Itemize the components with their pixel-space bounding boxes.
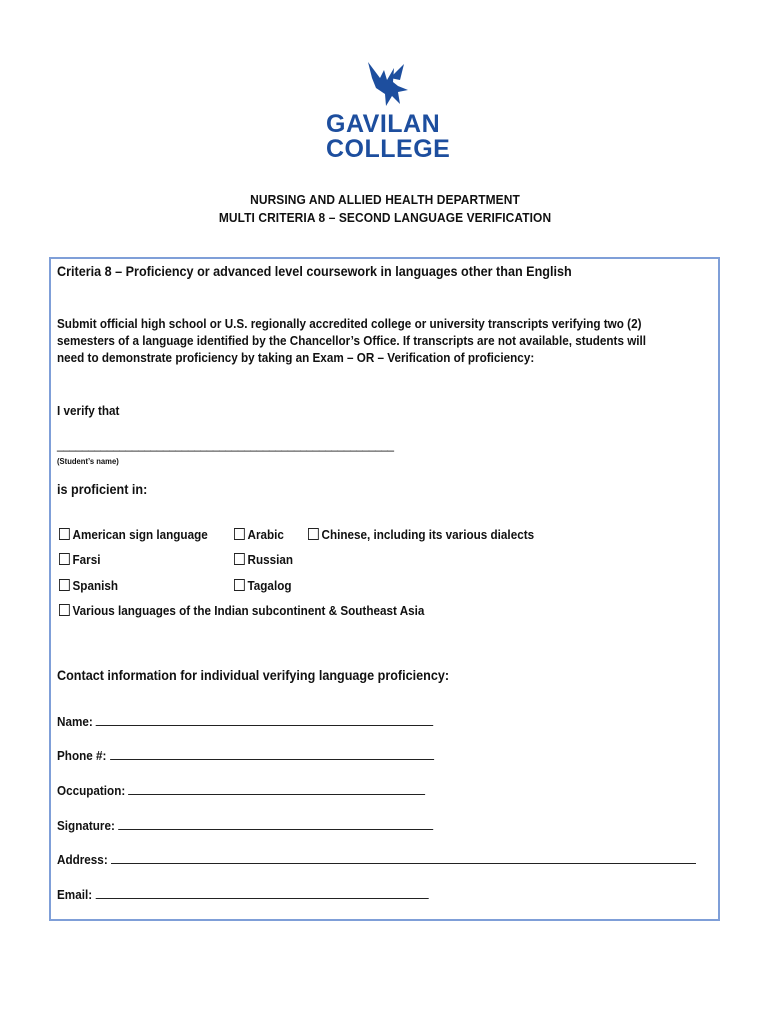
occupation-label: Occupation:	[57, 783, 126, 798]
option-chinese[interactable]	[308, 527, 534, 542]
option-label: American sign language	[72, 527, 208, 542]
signature-field[interactable]	[57, 817, 433, 834]
checkbox[interactable]	[308, 528, 319, 540]
option-american-sign-language[interactable]	[59, 527, 208, 542]
option-farsi[interactable]	[59, 552, 100, 567]
student-name-caption: (Student’s name)	[57, 456, 119, 466]
phone-field[interactable]	[57, 747, 434, 764]
checkbox[interactable]	[59, 553, 70, 565]
contact-title: Contact information for individual verifying language proficiency:	[57, 667, 450, 683]
form-title: MULTI CRITERIA 8 – SECOND LANGUAGE VERIFICATION	[218, 210, 552, 225]
phone-input-line[interactable]	[110, 748, 434, 760]
checkbox[interactable]	[59, 604, 70, 616]
email-label: Email:	[57, 887, 93, 902]
department-heading: NURSING AND ALLIED HEALTH DEPARTMENT	[250, 192, 520, 207]
email-field[interactable]	[57, 886, 428, 903]
logo-wordmark-line1: GAVILAN	[326, 110, 441, 138]
checkbox[interactable]	[59, 579, 70, 591]
option-label: Tagalog	[247, 578, 292, 593]
name-field[interactable]	[57, 713, 434, 730]
option-label: Farsi	[72, 552, 101, 567]
option-spanish[interactable]	[59, 578, 118, 593]
option-russian[interactable]	[234, 552, 293, 567]
proficient-label: is proficient in:	[57, 481, 148, 497]
signature-label: Signature:	[57, 818, 115, 833]
verify-label: I verify that	[57, 403, 120, 418]
checkbox[interactable]	[234, 528, 245, 540]
signature-input-line[interactable]	[118, 818, 433, 830]
email-input-line[interactable]	[95, 887, 428, 899]
checkbox[interactable]	[234, 579, 245, 591]
occupation-input-line[interactable]	[129, 783, 426, 795]
option-tagalog[interactable]	[234, 578, 291, 593]
occupation-field[interactable]	[57, 782, 426, 799]
option-indian-subcontinent-languages[interactable]	[59, 603, 424, 618]
option-label: Russian	[247, 552, 294, 567]
hawk-logo-icon	[360, 60, 416, 110]
name-input-line[interactable]	[96, 714, 433, 726]
gavilan-college-logo	[322, 60, 452, 164]
option-label: Chinese, including its various dialects	[321, 527, 535, 542]
checkbox[interactable]	[59, 528, 70, 540]
address-label: Address:	[57, 852, 108, 867]
option-arabic[interactable]	[234, 527, 284, 542]
address-field[interactable]	[57, 851, 696, 868]
student-name-field[interactable]: ______________________________________________________	[57, 437, 394, 452]
criteria-title: Criteria 8 – Proficiency or advanced level coursework in languages other than English	[57, 263, 572, 279]
option-label: Various languages of the Indian subcontinent & Southeast Asia	[72, 603, 425, 618]
option-label: Arabic	[247, 527, 284, 542]
phone-label: Phone #:	[57, 748, 107, 763]
option-label: Spanish	[72, 578, 119, 593]
address-input-line[interactable]	[111, 852, 696, 864]
checkbox[interactable]	[234, 553, 245, 565]
logo-wordmark-line2: COLLEGE	[326, 135, 451, 163]
name-label: Name:	[57, 714, 93, 729]
instructions-paragraph: Submit official high school or U.S. regionally accredited college or university transcripts verifying two (2) semesters of a language identified by the Chancellor’s Office. If transcripts are not available, students will need to demonstrate proficiency by taking an Exam – OR – Verification of proficiency:	[57, 316, 647, 365]
